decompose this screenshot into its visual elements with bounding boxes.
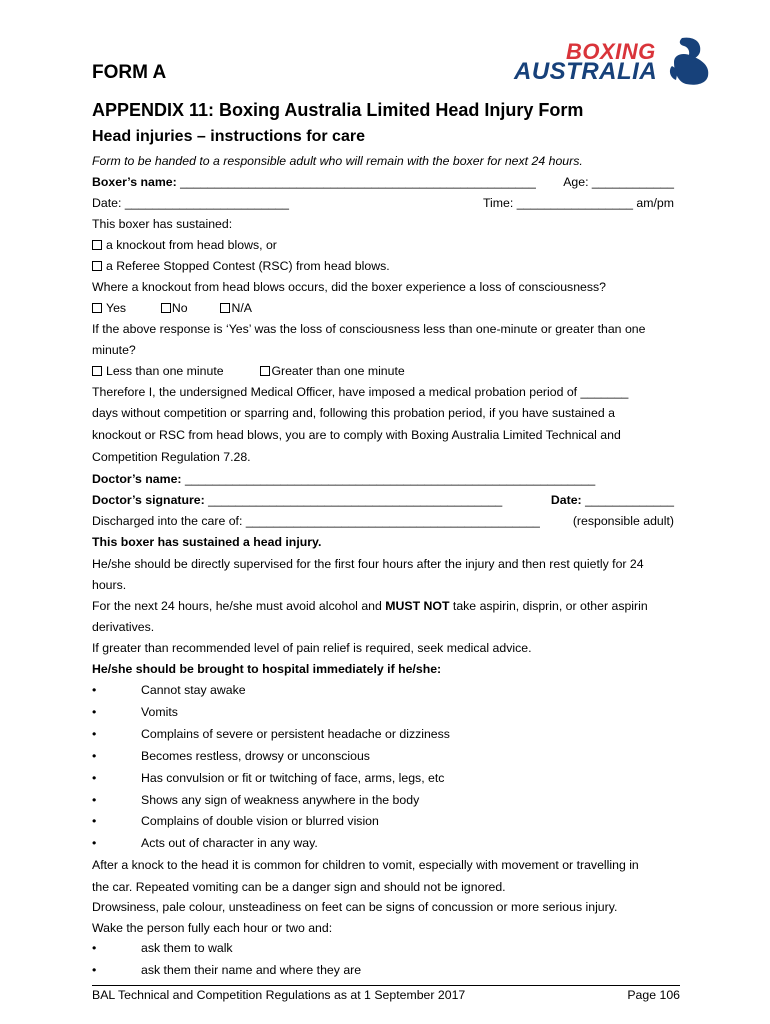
footer-text: BAL Technical and Competition Regulations as at 1 September 2017 bbox=[92, 988, 466, 1002]
care-p4-line-2: the car. Repeated vomiting can be a danger sign and should not be ignored. bbox=[92, 880, 506, 894]
loc-no-label: No bbox=[171, 301, 188, 315]
option-knockout-label: a knockout from head blows, or bbox=[106, 238, 277, 252]
page-number: Page 106 bbox=[627, 988, 680, 1002]
loc-na-label: N/A bbox=[231, 301, 252, 315]
probation-line-1: Therefore I, the undersigned Medical Officer, have imposed a medical probation period of _______ bbox=[92, 385, 629, 399]
probation-line-3: knockout or RSC from head blows, you are to comply with Boxing Australia Limited Technical and bbox=[92, 428, 621, 442]
loc-options-row bbox=[92, 300, 674, 316]
doctor-signature-field[interactable]: ___________________________________________ bbox=[208, 493, 503, 507]
care-p1-line-1: He/she should be directly supervised for the first four hours after the injury and then rest quietly for 24 bbox=[92, 557, 644, 571]
discharged-label: Discharged into the care of: bbox=[92, 514, 243, 528]
hospital-list-item-text: Complains of severe or persistent headache or dizziness bbox=[141, 726, 450, 741]
doctor-name-field[interactable]: ____________________________________________________________ bbox=[184, 472, 596, 486]
discharged-suffix: (responsible adult) bbox=[572, 514, 674, 528]
care-p2-must-not: MUST NOT bbox=[385, 599, 450, 613]
knockout-checkbox[interactable] bbox=[92, 240, 102, 250]
date-time-row bbox=[92, 195, 674, 211]
duration-question-line-2: minute? bbox=[92, 343, 136, 357]
duration-less-label: Less than one minute bbox=[106, 364, 224, 378]
bullet-icon: • bbox=[92, 836, 97, 851]
duration-options-row bbox=[92, 363, 674, 379]
discharged-field[interactable]: ___________________________________________ bbox=[245, 514, 540, 528]
form-intro: Form to be handed to a responsible adult who will remain with the boxer for next 24 hours. bbox=[92, 154, 583, 168]
doctor-date-field[interactable]: _____________ bbox=[585, 493, 674, 507]
boxing-australia-logo bbox=[514, 36, 714, 88]
date-field[interactable]: ________________________ bbox=[124, 196, 289, 210]
care-p2-part-a: For the next 24 hours, he/she must avoid alcohol and bbox=[92, 599, 382, 613]
loc-na-checkbox[interactable] bbox=[220, 303, 230, 313]
hospital-list-item-text: Vomits bbox=[141, 704, 178, 719]
hospital-list-item-text: Has convulsion or fit or twitching of face, arms, legs, etc bbox=[141, 770, 445, 785]
discharged-row bbox=[92, 513, 674, 529]
option-knockout-row bbox=[92, 237, 674, 253]
bullet-icon: • bbox=[92, 683, 97, 697]
logo-line-1: BOXING bbox=[566, 39, 656, 64]
doctor-date-label: Date: bbox=[550, 493, 582, 507]
bullet-icon: • bbox=[92, 726, 97, 741]
duration-less-checkbox[interactable] bbox=[92, 366, 102, 376]
wake-list-item-text: ask them their name and where they are bbox=[141, 963, 362, 977]
loc-no-checkbox[interactable] bbox=[161, 303, 171, 313]
age-field[interactable]: ____________ bbox=[591, 175, 674, 189]
bullet-icon: • bbox=[92, 770, 97, 785]
hospital-list-item-text: Cannot stay awake bbox=[141, 683, 246, 697]
boxing-glove-icon bbox=[668, 36, 712, 86]
bullet-icon: • bbox=[92, 941, 97, 955]
hospital-list-item-text: Shows any sign of weakness anywhere in the body bbox=[141, 792, 420, 807]
boxer-name-field[interactable]: ____________________________________________________ bbox=[180, 175, 536, 189]
time-suffix: am/pm bbox=[636, 196, 674, 210]
rsc-checkbox[interactable] bbox=[92, 261, 102, 271]
care-p5: Drowsiness, pale colour, unsteadiness on feet can be signs of concussion or more serious injury. bbox=[92, 900, 618, 914]
boxer-name-label: Boxer’s name: bbox=[92, 175, 177, 189]
bullet-icon: • bbox=[92, 792, 97, 807]
hospital-list-item-text: Complains of double vision or blurred vision bbox=[141, 814, 379, 829]
care-p1-line-2: hours. bbox=[92, 578, 127, 592]
care-p2-line-1 bbox=[92, 598, 674, 614]
care-p2-line-2: derivatives. bbox=[92, 620, 155, 634]
hospital-heading: He/she should be brought to hospital immediately if he/she: bbox=[92, 662, 442, 676]
doctor-name-row bbox=[92, 471, 674, 487]
loc-question: Where a knockout from head blows occurs, did the boxer experience a loss of consciousness? bbox=[92, 280, 607, 294]
care-p3: If greater than recommended level of pain relief is required, seek medical advice. bbox=[92, 641, 532, 655]
doctor-signature-label: Doctor’s signature: bbox=[92, 493, 205, 507]
probation-line-4: Competition Regulation 7.28. bbox=[92, 450, 251, 464]
bullet-icon: • bbox=[92, 704, 97, 719]
option-rsc-label: a Referee Stopped Contest (RSC) from head blows. bbox=[106, 259, 390, 273]
probation-line-2: days without competition or sparring and, following this probation period, if you have sustained a bbox=[92, 406, 615, 420]
hospital-list-item-text: Acts out of character in any way. bbox=[141, 836, 318, 851]
time-label: Time: bbox=[483, 196, 514, 210]
boxer-name-row bbox=[92, 174, 674, 190]
loc-yes-checkbox[interactable] bbox=[92, 303, 102, 313]
page-title: APPENDIX 11: Boxing Australia Limited Head Injury Form bbox=[92, 100, 584, 120]
wake-list-item-text: ask them to walk bbox=[141, 941, 233, 955]
time-field[interactable]: _________________ bbox=[516, 196, 633, 210]
loc-yes-label: Yes bbox=[106, 301, 127, 315]
footer-divider bbox=[92, 985, 680, 986]
bullet-icon: • bbox=[92, 748, 97, 763]
bullet-icon: • bbox=[92, 963, 97, 977]
care-p4-line-1: After a knock to the head it is common for children to vomit, especially with movement or travelling in bbox=[92, 858, 639, 872]
care-p6: Wake the person fully each hour or two and: bbox=[92, 921, 333, 935]
duration-question-line-1: If the above response is ‘Yes’ was the loss of consciousness less than one-minute or greater than one bbox=[92, 322, 646, 336]
option-rsc-row bbox=[92, 258, 674, 274]
age-label: Age: bbox=[563, 175, 589, 189]
duration-greater-checkbox[interactable] bbox=[260, 366, 270, 376]
care-p2-part-c: take aspirin, disprin, or other aspirin bbox=[452, 599, 648, 613]
care-heading: This boxer has sustained a head injury. bbox=[92, 535, 322, 549]
hospital-list-item-text: Becomes restless, drowsy or unconscious bbox=[141, 748, 370, 763]
page-subtitle: Head injuries – instructions for care bbox=[92, 128, 365, 145]
doctor-signature-row bbox=[92, 492, 674, 508]
form-label: FORM A bbox=[92, 62, 167, 83]
sustained-label: This boxer has sustained: bbox=[92, 217, 233, 231]
duration-greater-label: Greater than one minute bbox=[271, 364, 405, 378]
logo-line-2: AUSTRALIA bbox=[514, 58, 658, 85]
bullet-icon: • bbox=[92, 814, 97, 829]
doctor-name-label: Doctor’s name: bbox=[92, 472, 182, 486]
date-label: Date: bbox=[92, 196, 122, 210]
